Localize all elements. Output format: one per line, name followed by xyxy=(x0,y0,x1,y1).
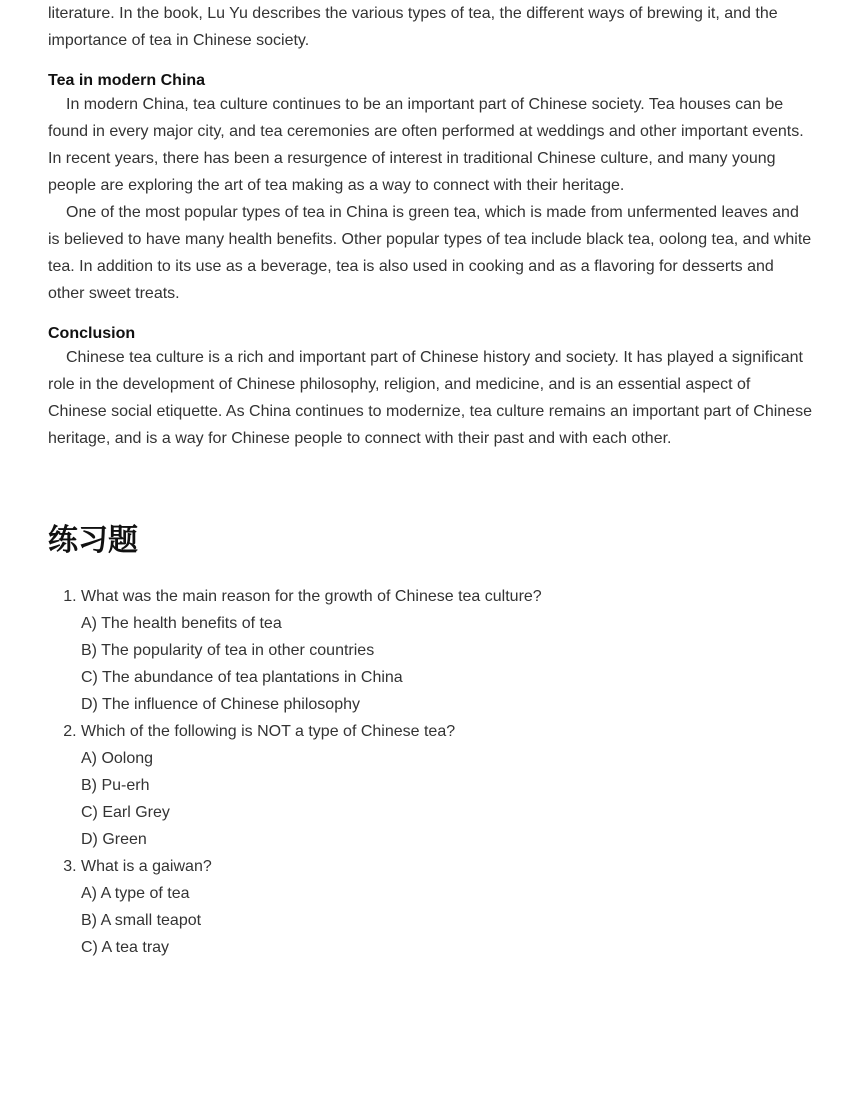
answer-option: D) Green xyxy=(81,831,147,848)
answer-option: A) A type of tea xyxy=(81,885,190,902)
section-heading-modern-china: Tea in modern China xyxy=(48,72,206,89)
answer-options xyxy=(81,745,812,853)
answer-option: B) The popularity of tea in other countries xyxy=(81,642,375,659)
modern-china-paragraph-2: One of the most popular types of tea in China is green tea, which is made from unfermented leaves and is believed to have many health benefits. Other popular types of tea include black tea, oolong tea, and white tea. In addition to its use as a beverage, tea is also used in cooking and as a flavoring for desserts and other sweet treats. xyxy=(48,204,812,302)
answer-options xyxy=(81,610,812,718)
question-item xyxy=(81,583,812,718)
modern-china-paragraph-1: In modern China, tea culture continues to be an important part of Chinese society. Tea houses can be found in every major city, and tea ceremonies are often performed at weddings and other important events. In recent years, there has been a resurgence of interest in traditional Chinese culture, and many young people are exploring the art of tea making as a way to connect with their heritage. xyxy=(48,96,804,194)
answer-option: B) Pu-erh xyxy=(81,777,150,794)
answer-option: C) The abundance of tea plantations in China xyxy=(81,669,403,686)
answer-option: A) Oolong xyxy=(81,750,154,767)
answer-option: C) Earl Grey xyxy=(81,804,170,821)
intro-continuation-paragraph: literature. In the book, Lu Yu describes the various types of tea, the different ways of brewing it, and the importance of tea in Chinese society. xyxy=(48,5,778,49)
conclusion-paragraph: Chinese tea culture is a rich and important part of Chinese history and society. It has played a significant role in the development of Chinese philosophy, religion, and medicine, and is an essential aspect of Chinese social etiquette. As China continues to modernize, tea culture remains an important part of Chinese heritage, and is a way for Chinese people to connect with their past and with each other. xyxy=(48,349,812,447)
answer-option: B) A small teapot xyxy=(81,912,202,929)
question-item xyxy=(81,853,812,961)
document-page xyxy=(48,0,812,961)
exercises-title: 练习题 xyxy=(48,523,138,558)
question-text: What is a gaiwan? xyxy=(81,858,212,875)
question-text: Which of the following is NOT a type of Chinese tea? xyxy=(81,723,456,740)
answer-options xyxy=(81,880,812,961)
answer-option: D) The influence of Chinese philosophy xyxy=(81,696,360,713)
question-text: What was the main reason for the growth of Chinese tea culture? xyxy=(81,588,542,605)
section-heading-conclusion: Conclusion xyxy=(48,325,136,342)
answer-option: C) A tea tray xyxy=(81,939,170,956)
question-item xyxy=(81,718,812,853)
answer-option: A) The health benefits of tea xyxy=(81,615,282,632)
exercise-question-list xyxy=(48,583,812,961)
